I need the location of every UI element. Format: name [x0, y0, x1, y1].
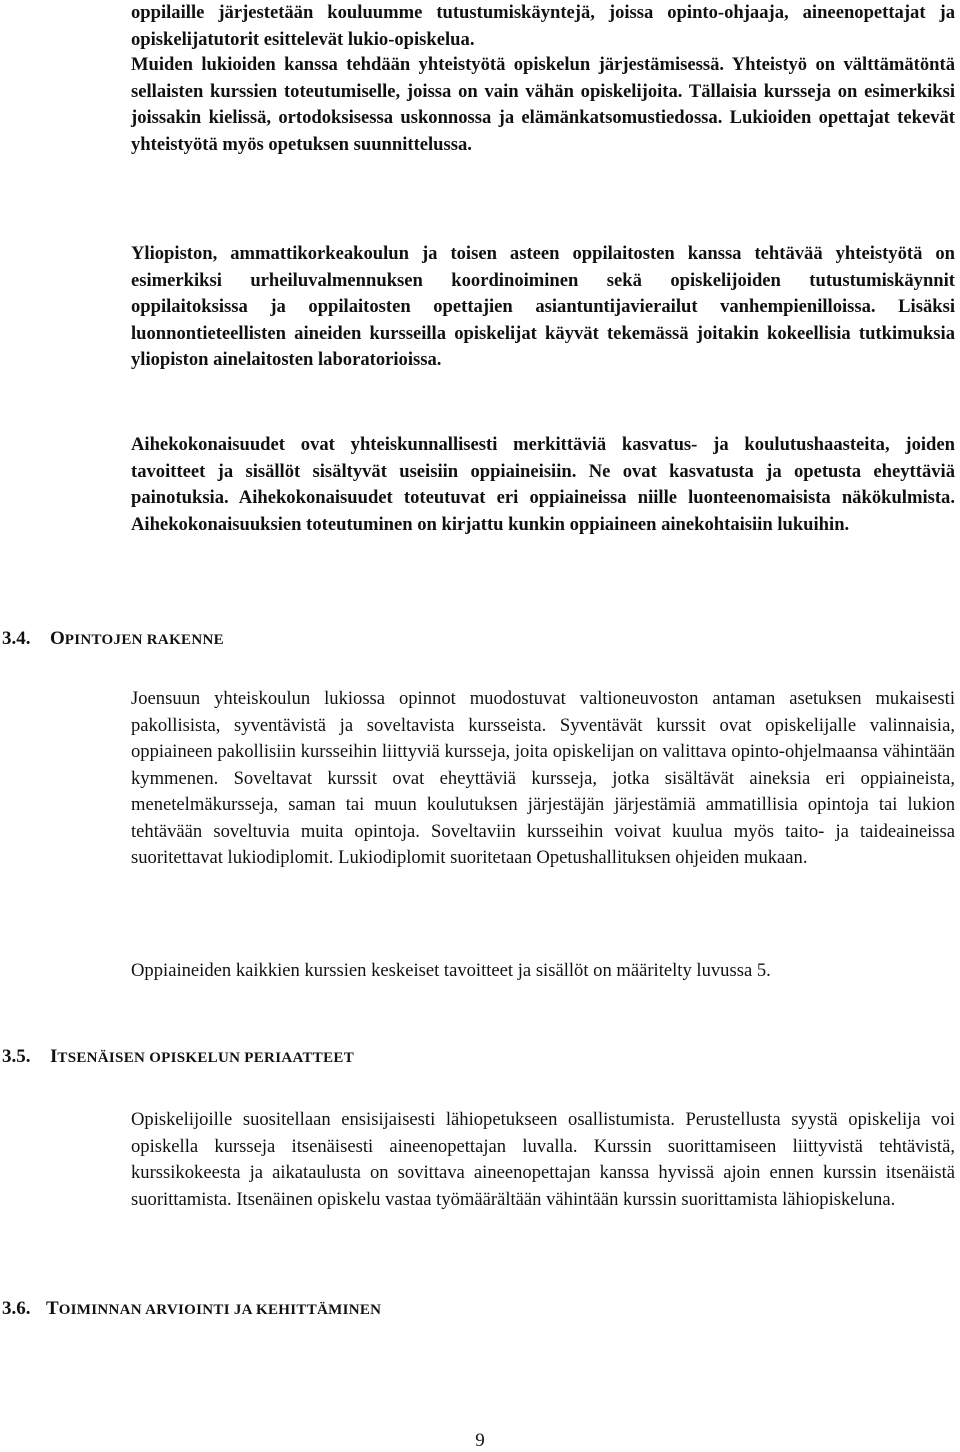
paragraph-itsenainen-opiskelu: Opiskelijoille suositellaan ensisijaisesti lähiopetukseen osallistumista. Perustellusta syystä opiskelija voi opiskella kursseja itsenäisesti aineenopettajan luvalla. Kurssin suorittamiseen liittyvistä tehtävistä, kurssikokeesta ja aikataulusta on sovittava aineenopettajan kanssa hyvissä ajoin ennen kurssin itsenäistä suorittamista. Itsenäinen opiskelu vastaa työmäärältään vähintään kurssin suorittamista lähiopiskeluna. — [131, 1109, 955, 1210]
heading-3-6 — [2, 1297, 381, 1322]
heading-3-4 — [2, 627, 224, 652]
heading-initial: T — [46, 1298, 59, 1319]
heading-initial: O — [50, 628, 65, 649]
paragraph-lukioiden-yhteistyo: Muiden lukioiden kanssa tehdään yhteistyötä opiskelun järjestämisessä. Yhteistyö on välttämätöntä sellaisten kurssien toteutumiselle, joissa on vain vähän opiskelijoita. Tällaisia kursseja on esimerkiksi joissakin kielissä, ortodoksisessa uskonnossa ja elämänkatsomustiedossa. Lukioiden opettajat tekevät yhteistyötä myös opetuksen suunnittelussa. — [131, 54, 955, 155]
paragraph-yliopisto-yhteistyo: Yliopiston, ammattikorkeakoulun ja toisen asteen oppilaitosten kanssa tehtävää yhteistyötä on esimerkiksi urheiluvalmennuksen koordinoiminen sekä opiskelijoiden tutustumiskäynnit oppilaitoksissa ja oppilaitosten opettajien asiantuntijavierailut vanhempienilloissa. Lisäksi luonnontieteellisten aineiden kursseilla opiskelijat käyvät tekemässä joitakin kokeellisia tutkimuksia yliopiston ainelaitosten laboratorioissa. — [131, 243, 955, 370]
heading-number: 3.5. — [2, 1046, 31, 1067]
heading-rest: PINTOJEN RAKENNE — [64, 632, 224, 648]
heading-rest: OIMINNAN ARVIOINTI JA KEHITTÄMINEN — [58, 1302, 382, 1318]
page-number: 9 — [475, 1430, 485, 1451]
paragraph-tutustumiskaynnit: oppilaille järjestetään kouluumme tutustumiskäyntejä, joissa opinto-ohjaaja, aineenopettajat ja opiskelijatutorit esittelevät lukio-opiskelua. — [131, 2, 955, 50]
paragraph-opintojen-rakenne: Joensuun yhteiskoulun lukiossa opinnot muodostuvat valtioneuvoston antaman asetuksen mukaisesti pakollisista, syventävistä ja soveltavista kursseista. Syventävät kurssit ovat opiskelijalle valinnaisia, oppiaineen pakollisiin kursseihin liittyviä kursseja, joita opiskelijan on valittava opinto-ohjelmaansa vähintään kymmenen. Soveltavat kurssit ovat eheyttäviä kursseja, jotka sisältävät aineksia eri oppiaineista, menetelmäkursseja, saman tai muun koulutuksen järjestäjän järjestämiä ammatillisia opintoja tai lukion tehtävään soveltuvia muita opintoja. Soveltaviin kursseihin voivat kuulua myös taito- ja taideaineissa suoritettavat lukiodiplomit. Lukiodiplomit suoritetaan Opetushallituksen ohjeiden mukaan. — [131, 688, 955, 868]
heading-3-5 — [2, 1045, 354, 1070]
heading-initial: I — [50, 1046, 58, 1067]
paragraph-aihekokonaisuudet: Aihekokonaisuudet ovat yhteiskunnallisesti merkittäviä kasvatus- ja koulutushaasteita, joiden tavoitteet ja sisällöt sisältyvät useisiin oppiaineisiin. Ne ovat kasvatusta ja opetusta eheyttäviä painotuksia. Aihekokonaisuudet toteutuvat eri oppiaineissa niille luonteenomaisista näkökulmista. Aihekokonaisuuksien toteutuminen on kirjattu kunkin oppiaineen ainekohtaisiin lukuihin. — [131, 434, 955, 535]
heading-rest: TSENÄISEN OPISKELUN PERIAATTEET — [57, 1050, 355, 1066]
paragraph-keskeiset-tavoitteet: Oppiaineiden kaikkien kurssien keskeiset tavoitteet ja sisällöt on määritelty luvussa 5. — [131, 960, 771, 981]
heading-number: 3.4. — [2, 628, 31, 649]
heading-number: 3.6. — [2, 1298, 31, 1319]
